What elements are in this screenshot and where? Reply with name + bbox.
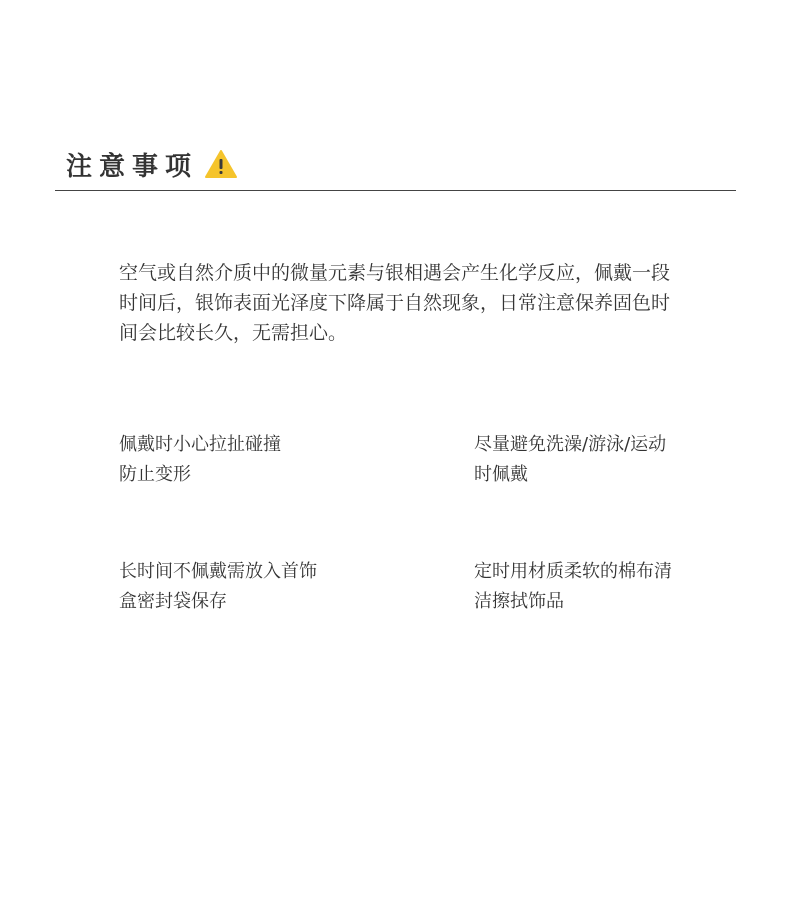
tip-line: 定时用材质柔软的棉布清 [474,561,672,582]
tip-line: 盒密封袋保存 [119,591,227,612]
tip-item [474,557,704,617]
header-divider [55,190,736,191]
warning-icon [204,149,238,179]
tip-item [119,557,359,617]
tip-line: 防止变形 [119,464,191,485]
tip-item [474,430,704,490]
section-header [66,144,238,184]
tip-line: 时佩戴 [474,464,528,485]
intro-paragraph: 空气或自然介质中的微量元素与银相遇会产生化学反应，佩戴一段时间后，银饰表面光泽度下降属于自然现象，日常注意保养固色时间会比较长久，无需担心。 [119,262,671,344]
tip-line: 尽量避免洗澡/游泳/运动 [474,434,667,455]
tip-line: 佩戴时小心拉扯碰撞 [119,434,281,455]
tip-line: 长时间不佩戴需放入首饰 [119,561,317,582]
tip-item [119,430,359,490]
tip-line: 洁擦拭饰品 [474,591,564,612]
page-title: 注意事项 [66,151,199,182]
